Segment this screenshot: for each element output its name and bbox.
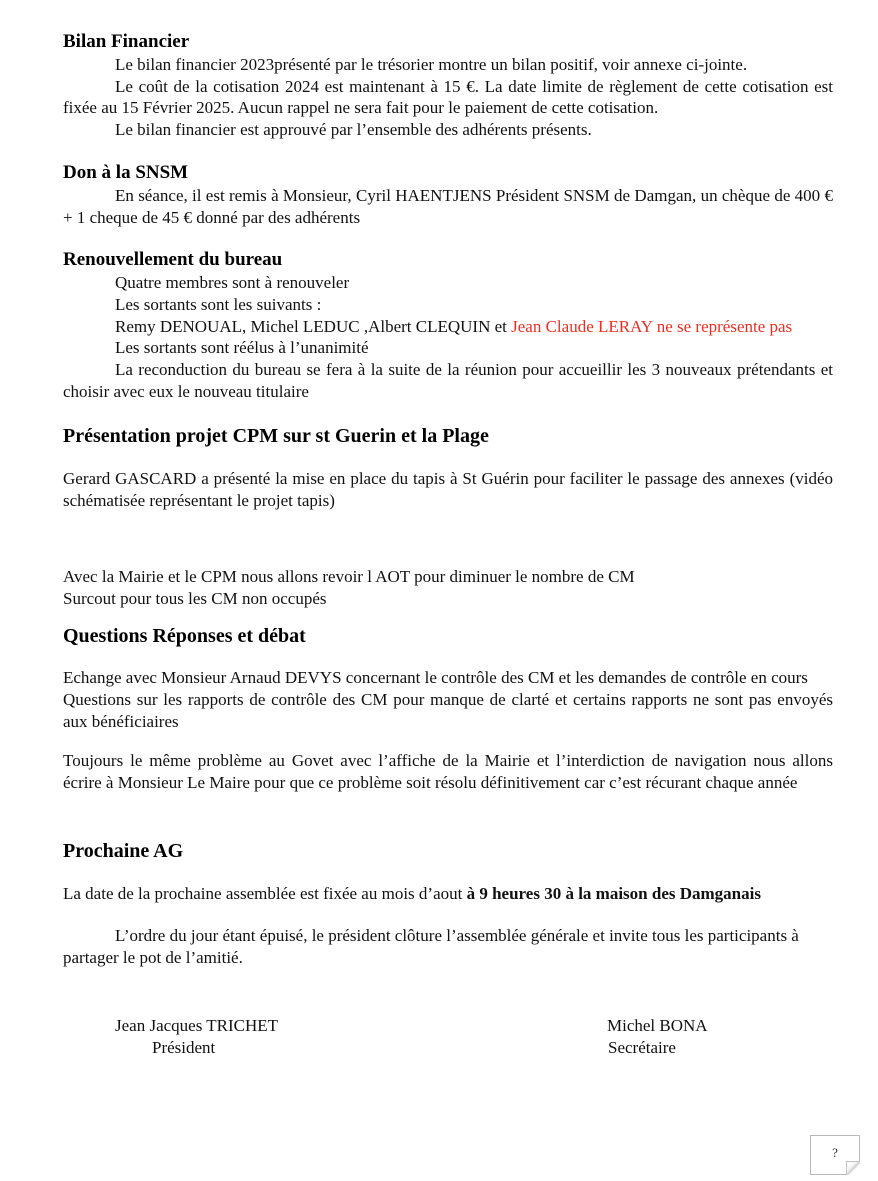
signature-block xyxy=(63,1015,833,1061)
paragraph-presentation-2: Avec la Mairie et le CPM nous allons revoir l AOT pour diminuer le nombre de CM xyxy=(63,566,635,586)
paragraph-cloture: L’ordre du jour étant épuisé, le président clôture l’assemblée générale et invite tous les participants à partager le pot de l’amitié. xyxy=(63,926,799,968)
paragraph-questions-1: Echange avec Monsieur Arnaud DEVYS concernant le contrôle des CM et les demandes de contrôle en cours xyxy=(63,668,808,688)
annotation-note-icon[interactable] xyxy=(810,1135,860,1175)
paragraph-prochaine-date xyxy=(63,883,833,905)
prochaine-date-normal: La date de la prochaine assemblée est fixée au mois d’aout xyxy=(63,883,467,903)
question-mark-glyph: ? xyxy=(832,1145,838,1160)
paragraph-renouvellement-2: Les sortants sont les suivants : xyxy=(115,294,322,314)
secretary-name: Michel BONA xyxy=(607,1015,708,1035)
paragraph-questions-2: Questions sur les rapports de contrôle des CM pour manque de clarté et certains rapports ne sont pas envoyés aux bénéficiaires xyxy=(63,689,833,731)
heading-prochaine-ag: Prochaine AG xyxy=(63,839,184,862)
paragraph-don-1: En séance, il est remis à Monsieur, Cyril HAENTJENS Président SNSM de Damgan, un chèque de 400 € + 1 cheque de 45 € donné par des adhérents xyxy=(63,185,833,227)
paragraph-renouvellement-5: La reconduction du bureau se fera à la suite de la réunion pour accueillir les 3 nouveaux prétendants et choisir avec eux le nouveau titulaire xyxy=(63,360,833,401)
paragraph-questions-3: Toujours le même problème au Govet avec l’affiche de la Mairie et l’interdiction de navigation nous allons écrire à Monsieur Le Maire pour que ce problème soit résolu définitivement car c’est récurant chaque année xyxy=(63,751,833,793)
paragraph-bilan-1: Le bilan financier 2023présenté par le trésorier montre un bilan positif, voir annexe ci-jointe. xyxy=(115,55,748,74)
paragraph-presentation-3: Surcout pour tous les CM non occupés xyxy=(63,588,327,608)
prochaine-date-bold: à 9 heures 30 à la maison des Damganais xyxy=(466,883,761,903)
paragraph-renouvellement-1: Quatre membres sont à renouveler xyxy=(115,273,350,293)
heading-questions-reponses: Questions Réponses et débat xyxy=(63,625,306,648)
heading-renouvellement-bureau: Renouvellement du bureau xyxy=(63,249,283,271)
paragraph-bilan-3: Le bilan financier est approuvé par l’ensemble des adhérents présents. xyxy=(115,120,592,140)
president-title: Président xyxy=(152,1037,216,1057)
heading-bilan-financier: Bilan Financier xyxy=(63,31,190,52)
heading-don-snsm: Don à la SNSM xyxy=(63,161,189,183)
paragraph-renouvellement-4: Les sortants sont réélus à l’unanimité xyxy=(115,338,369,358)
sortants-names-black: Remy DENOUAL, Michel LEDUC ,Albert CLEQUIN et xyxy=(115,316,512,336)
heading-presentation-cpm: Présentation projet CPM sur st Guerin et la Plage xyxy=(63,425,489,448)
paragraph-presentation-1: Gerard GASCARD a présenté la mise en place du tapis à St Guérin pour faciliter le passage des annexes (vidéo schématisée représentant le projet tapis) xyxy=(63,469,833,511)
paragraph-bilan-2: Le coût de la cotisation 2024 est maintenant à 15 €. La date limite de règlement de cette cotisation est fixée au 15 Février 2025. Aucun rappel ne sera fait pour le paiement de cette cotisation. xyxy=(63,76,833,118)
secretary-title: Secrétaire xyxy=(608,1037,676,1057)
president-name: Jean Jacques TRICHET xyxy=(115,1015,279,1035)
sortant-name-red: Jean Claude LERAY ne se représente pas xyxy=(511,316,793,336)
paragraph-renouvellement-sortants xyxy=(63,316,833,338)
